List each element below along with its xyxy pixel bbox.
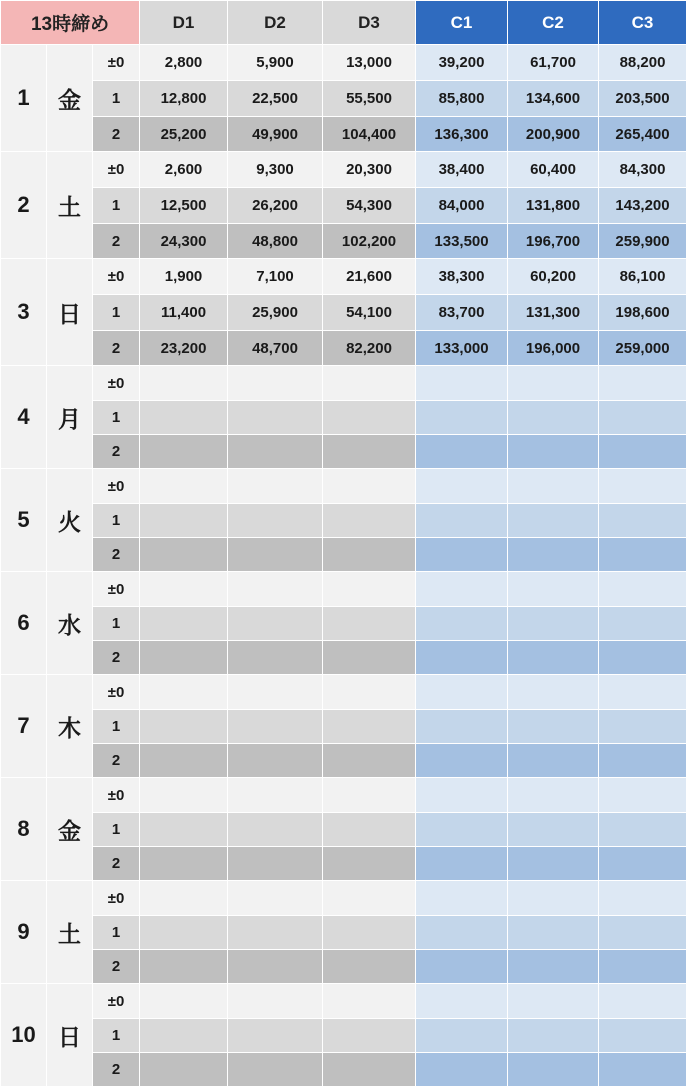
value-cell[interactable] (416, 984, 508, 1019)
value-cell[interactable] (140, 916, 228, 950)
table-row (1, 881, 686, 916)
column-header-d3: D3 (323, 1, 416, 45)
column-header-d1: D1 (140, 1, 228, 45)
value-cell[interactable] (323, 641, 416, 675)
value-cell[interactable] (508, 813, 599, 847)
value-cell[interactable] (599, 675, 686, 710)
table-row (1, 435, 686, 469)
value-cell[interactable]: 102,200 (323, 224, 416, 259)
value-cell[interactable] (508, 401, 599, 435)
value-cell[interactable] (508, 778, 599, 813)
table-row (1, 224, 686, 259)
value-cell[interactable] (599, 813, 686, 847)
value-cell[interactable] (323, 401, 416, 435)
value-cell[interactable]: 38,300 (416, 259, 508, 295)
adjust-label: ±0 (93, 45, 140, 81)
value-cell[interactable] (140, 504, 228, 538)
value-cell[interactable] (140, 469, 228, 504)
value-cell[interactable] (228, 538, 323, 572)
table-row (1, 950, 686, 984)
value-cell[interactable] (416, 607, 508, 641)
value-cell[interactable] (228, 607, 323, 641)
value-cell[interactable]: 39,200 (416, 45, 508, 81)
value-cell[interactable] (228, 1053, 323, 1087)
value-cell[interactable]: 203,500 (599, 81, 686, 117)
weekday-label: 月 (47, 366, 93, 469)
table-row (1, 572, 686, 607)
value-cell[interactable] (416, 881, 508, 916)
table-row (1, 641, 686, 675)
value-cell[interactable] (228, 435, 323, 469)
value-cell[interactable] (228, 847, 323, 881)
adjust-label: ±0 (93, 984, 140, 1019)
value-cell[interactable]: 9,300 (228, 152, 323, 188)
day-number: 6 (1, 572, 47, 675)
value-cell[interactable] (416, 1053, 508, 1087)
adjust-label: 2 (93, 331, 140, 366)
value-cell[interactable] (508, 641, 599, 675)
value-cell[interactable] (416, 744, 508, 778)
value-cell[interactable]: 259,900 (599, 224, 686, 259)
table-row (1, 744, 686, 778)
value-cell[interactable] (140, 744, 228, 778)
value-cell[interactable] (228, 572, 323, 607)
adjust-label: 2 (93, 950, 140, 984)
adjust-label: 1 (93, 504, 140, 538)
value-cell[interactable] (599, 1019, 686, 1053)
value-cell[interactable] (140, 435, 228, 469)
value-cell[interactable]: 38,400 (416, 152, 508, 188)
adjust-label: 2 (93, 224, 140, 259)
value-cell[interactable]: 61,700 (508, 45, 599, 81)
adjust-label: 1 (93, 916, 140, 950)
value-cell[interactable] (416, 847, 508, 881)
value-cell[interactable] (508, 538, 599, 572)
value-cell[interactable]: 85,800 (416, 81, 508, 117)
adjust-label: 1 (93, 401, 140, 435)
adjust-label: 1 (93, 1019, 140, 1053)
value-cell[interactable]: 21,600 (323, 259, 416, 295)
adjust-label: 1 (93, 295, 140, 331)
value-cell[interactable] (140, 641, 228, 675)
value-cell[interactable]: 196,700 (508, 224, 599, 259)
table-row (1, 710, 686, 744)
value-cell[interactable] (323, 950, 416, 984)
adjust-label: 1 (93, 607, 140, 641)
value-cell[interactable]: 60,400 (508, 152, 599, 188)
adjust-label: ±0 (93, 778, 140, 813)
value-cell[interactable]: 2,800 (140, 45, 228, 81)
table-row (1, 45, 686, 81)
adjust-label: 1 (93, 710, 140, 744)
value-cell[interactable]: 54,300 (323, 188, 416, 224)
value-cell[interactable]: 2,600 (140, 152, 228, 188)
table-row (1, 607, 686, 641)
adjust-label: 2 (93, 744, 140, 778)
value-cell[interactable]: 48,700 (228, 331, 323, 366)
table-row (1, 675, 686, 710)
value-cell[interactable] (416, 710, 508, 744)
value-cell[interactable]: 131,300 (508, 295, 599, 331)
value-cell[interactable] (416, 504, 508, 538)
value-cell[interactable] (508, 504, 599, 538)
value-cell[interactable]: 143,200 (599, 188, 686, 224)
adjust-label: ±0 (93, 259, 140, 295)
value-cell[interactable]: 12,800 (140, 81, 228, 117)
value-cell[interactable] (140, 984, 228, 1019)
value-cell[interactable]: 11,400 (140, 295, 228, 331)
adjust-label: ±0 (93, 366, 140, 401)
value-cell[interactable] (323, 469, 416, 504)
value-cell[interactable] (140, 813, 228, 847)
value-cell[interactable] (140, 401, 228, 435)
column-header-d2: D2 (228, 1, 323, 45)
value-cell[interactable] (323, 813, 416, 847)
adjust-label: ±0 (93, 572, 140, 607)
day-number: 8 (1, 778, 47, 881)
value-cell[interactable] (599, 401, 686, 435)
adjust-label: ±0 (93, 675, 140, 710)
table-row (1, 813, 686, 847)
weekday-label: 日 (47, 259, 93, 366)
value-cell[interactable] (508, 881, 599, 916)
table-row (1, 847, 686, 881)
value-cell[interactable] (323, 1053, 416, 1087)
value-cell[interactable] (508, 1053, 599, 1087)
value-cell[interactable]: 55,500 (323, 81, 416, 117)
table-row (1, 331, 686, 366)
value-cell[interactable] (323, 984, 416, 1019)
value-cell[interactable]: 133,000 (416, 331, 508, 366)
adjust-label: 2 (93, 641, 140, 675)
value-cell[interactable] (416, 469, 508, 504)
value-cell[interactable] (416, 401, 508, 435)
value-cell[interactable] (508, 744, 599, 778)
value-cell[interactable] (599, 469, 686, 504)
table-row (1, 259, 686, 295)
value-cell[interactable] (508, 607, 599, 641)
value-cell[interactable] (508, 950, 599, 984)
value-cell[interactable]: 24,300 (140, 224, 228, 259)
weekday-label: 火 (47, 469, 93, 572)
value-cell[interactable]: 83,700 (416, 295, 508, 331)
table-row (1, 401, 686, 435)
value-cell[interactable] (323, 366, 416, 401)
value-cell[interactable] (228, 469, 323, 504)
value-cell[interactable] (228, 950, 323, 984)
weekday-label: 木 (47, 675, 93, 778)
value-cell[interactable] (323, 504, 416, 538)
value-cell[interactable] (599, 916, 686, 950)
table-row (1, 117, 686, 152)
value-cell[interactable] (228, 675, 323, 710)
value-cell[interactable] (599, 641, 686, 675)
value-cell[interactable] (323, 778, 416, 813)
value-cell[interactable]: 13,000 (323, 45, 416, 81)
day-number: 7 (1, 675, 47, 778)
value-cell[interactable] (140, 675, 228, 710)
table-row (1, 778, 686, 813)
adjust-label: ±0 (93, 152, 140, 188)
value-cell[interactable] (508, 469, 599, 504)
adjust-label: 2 (93, 847, 140, 881)
value-cell[interactable]: 54,100 (323, 295, 416, 331)
value-cell[interactable] (228, 710, 323, 744)
value-cell[interactable] (508, 366, 599, 401)
value-cell[interactable] (599, 950, 686, 984)
value-cell[interactable]: 25,200 (140, 117, 228, 152)
value-cell[interactable]: 60,200 (508, 259, 599, 295)
adjust-label: 1 (93, 81, 140, 117)
value-cell[interactable] (228, 401, 323, 435)
value-cell[interactable] (323, 538, 416, 572)
value-cell[interactable] (599, 744, 686, 778)
value-cell[interactable] (228, 744, 323, 778)
day-number: 3 (1, 259, 47, 366)
value-cell[interactable] (140, 710, 228, 744)
value-cell[interactable] (140, 366, 228, 401)
value-cell[interactable] (416, 950, 508, 984)
value-cell[interactable]: 131,800 (508, 188, 599, 224)
table-row (1, 81, 686, 117)
value-cell[interactable] (599, 435, 686, 469)
value-cell[interactable] (323, 710, 416, 744)
value-cell[interactable] (140, 950, 228, 984)
value-cell[interactable]: 84,000 (416, 188, 508, 224)
adjust-label: ±0 (93, 881, 140, 916)
value-cell[interactable]: 26,200 (228, 188, 323, 224)
value-cell[interactable] (416, 813, 508, 847)
value-cell[interactable]: 196,000 (508, 331, 599, 366)
value-cell[interactable]: 84,300 (599, 152, 686, 188)
value-cell[interactable] (508, 916, 599, 950)
day-number: 10 (1, 984, 47, 1087)
value-cell[interactable] (599, 778, 686, 813)
weekday-label: 金 (47, 45, 93, 152)
value-cell[interactable] (323, 435, 416, 469)
table-row (1, 366, 686, 401)
value-cell[interactable] (416, 641, 508, 675)
table-row (1, 916, 686, 950)
weekday-label: 土 (47, 881, 93, 984)
value-cell[interactable] (228, 641, 323, 675)
weekday-label: 金 (47, 778, 93, 881)
value-cell[interactable]: 5,900 (228, 45, 323, 81)
value-cell[interactable] (599, 984, 686, 1019)
value-cell[interactable] (599, 710, 686, 744)
value-cell[interactable]: 88,200 (599, 45, 686, 81)
value-cell[interactable] (416, 572, 508, 607)
value-cell[interactable] (228, 504, 323, 538)
column-header-c1: C1 (416, 1, 508, 45)
table-row (1, 1053, 686, 1087)
value-cell[interactable] (508, 435, 599, 469)
value-cell[interactable] (323, 881, 416, 916)
value-cell[interactable]: 259,000 (599, 331, 686, 366)
value-cell[interactable] (416, 916, 508, 950)
value-cell[interactable] (228, 881, 323, 916)
value-cell[interactable] (323, 607, 416, 641)
value-cell[interactable] (228, 1019, 323, 1053)
value-cell[interactable] (140, 1019, 228, 1053)
value-cell[interactable] (416, 366, 508, 401)
weekday-label: 水 (47, 572, 93, 675)
column-header-c3: C3 (599, 1, 686, 45)
value-cell[interactable] (508, 984, 599, 1019)
value-cell[interactable] (228, 916, 323, 950)
table-body (1, 45, 686, 1087)
value-cell[interactable] (140, 778, 228, 813)
value-cell[interactable] (140, 847, 228, 881)
value-cell[interactable] (416, 778, 508, 813)
value-cell[interactable] (228, 778, 323, 813)
value-cell[interactable] (508, 847, 599, 881)
value-cell[interactable] (323, 847, 416, 881)
adjust-label: 2 (93, 435, 140, 469)
value-cell[interactable] (140, 607, 228, 641)
value-cell[interactable]: 23,200 (140, 331, 228, 366)
value-cell[interactable]: 134,600 (508, 81, 599, 117)
value-cell[interactable] (140, 881, 228, 916)
value-cell[interactable] (508, 1019, 599, 1053)
value-cell[interactable] (416, 538, 508, 572)
value-cell[interactable] (416, 1019, 508, 1053)
adjust-label: ±0 (93, 469, 140, 504)
value-cell[interactable]: 265,400 (599, 117, 686, 152)
value-cell[interactable] (599, 847, 686, 881)
value-cell[interactable] (599, 366, 686, 401)
value-cell[interactable]: 136,300 (416, 117, 508, 152)
value-cell[interactable]: 22,500 (228, 81, 323, 117)
value-cell[interactable] (508, 675, 599, 710)
day-number: 4 (1, 366, 47, 469)
value-cell[interactable] (599, 881, 686, 916)
value-cell[interactable] (599, 1053, 686, 1087)
table-row (1, 469, 686, 504)
value-cell[interactable] (228, 984, 323, 1019)
value-cell[interactable] (140, 572, 228, 607)
adjust-label: 2 (93, 117, 140, 152)
value-cell[interactable] (323, 572, 416, 607)
value-cell[interactable]: 86,100 (599, 259, 686, 295)
value-cell[interactable]: 49,900 (228, 117, 323, 152)
adjust-label: 2 (93, 538, 140, 572)
value-cell[interactable]: 20,300 (323, 152, 416, 188)
value-cell[interactable] (508, 572, 599, 607)
value-cell[interactable] (323, 1019, 416, 1053)
value-cell[interactable]: 104,400 (323, 117, 416, 152)
value-cell[interactable] (416, 675, 508, 710)
column-header-c2: C2 (508, 1, 599, 45)
value-cell[interactable]: 200,900 (508, 117, 599, 152)
value-cell[interactable] (140, 1053, 228, 1087)
value-cell[interactable]: 198,600 (599, 295, 686, 331)
value-cell[interactable] (323, 916, 416, 950)
value-cell[interactable]: 133,500 (416, 224, 508, 259)
value-cell[interactable] (599, 504, 686, 538)
value-cell[interactable] (599, 572, 686, 607)
weekday-label: 日 (47, 984, 93, 1087)
value-cell[interactable] (140, 538, 228, 572)
value-cell[interactable] (323, 675, 416, 710)
value-cell[interactable]: 1,900 (140, 259, 228, 295)
value-cell[interactable] (599, 607, 686, 641)
value-cell[interactable] (508, 710, 599, 744)
table-row (1, 295, 686, 331)
value-cell[interactable]: 48,800 (228, 224, 323, 259)
day-number: 2 (1, 152, 47, 259)
table-row (1, 504, 686, 538)
value-cell[interactable] (416, 435, 508, 469)
value-cell[interactable] (228, 813, 323, 847)
adjust-label: 2 (93, 1053, 140, 1087)
adjust-label: 1 (93, 188, 140, 224)
table-row (1, 1019, 686, 1053)
header-row (1, 1, 686, 45)
table-row (1, 188, 686, 224)
table-title: 13時締め (1, 1, 140, 45)
value-cell[interactable]: 12,500 (140, 188, 228, 224)
table-row (1, 152, 686, 188)
value-cell[interactable]: 82,200 (323, 331, 416, 366)
table-row (1, 984, 686, 1019)
weekday-label: 土 (47, 152, 93, 259)
day-number: 5 (1, 469, 47, 572)
table-row (1, 538, 686, 572)
value-cell[interactable] (599, 538, 686, 572)
value-cell[interactable]: 25,900 (228, 295, 323, 331)
value-cell[interactable]: 7,100 (228, 259, 323, 295)
value-cell[interactable] (228, 366, 323, 401)
day-number: 1 (1, 45, 47, 152)
value-cell[interactable] (323, 744, 416, 778)
adjust-label: 1 (93, 813, 140, 847)
day-number: 9 (1, 881, 47, 984)
